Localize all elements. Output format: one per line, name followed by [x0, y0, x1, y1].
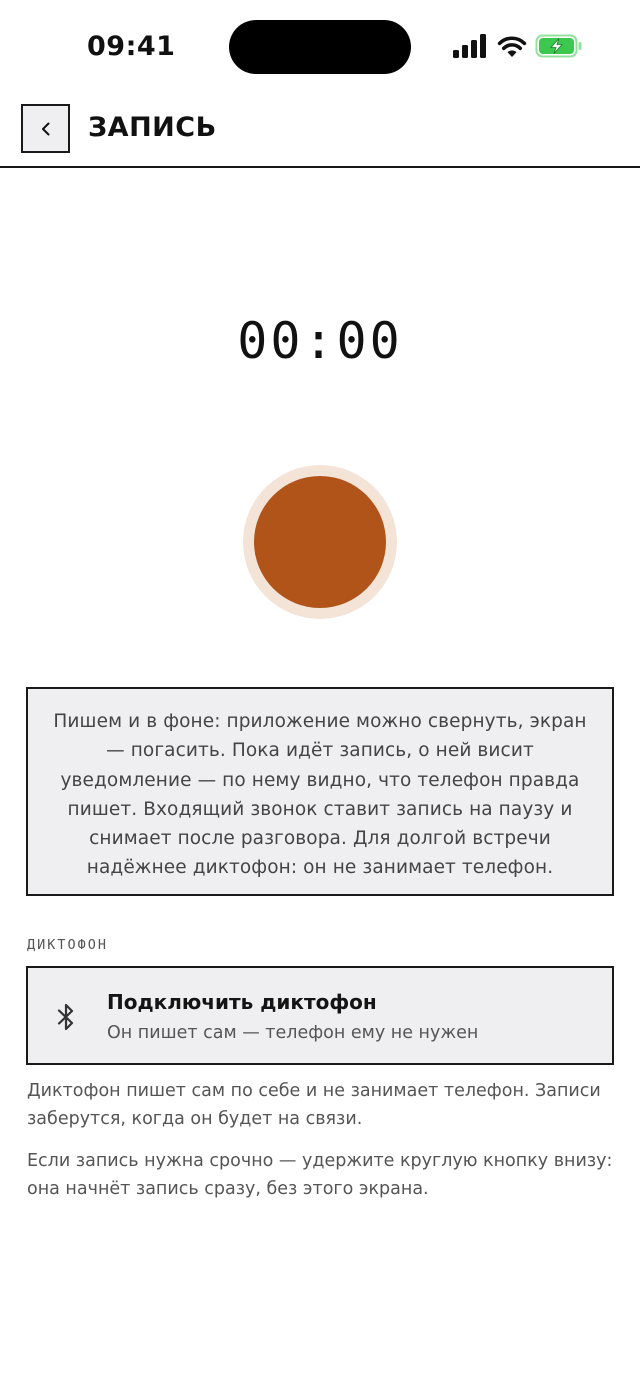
app-header — [0, 94, 640, 168]
recording-timer: 00:00 — [237, 312, 403, 370]
battery-charging-icon — [535, 34, 583, 58]
signal-icon — [452, 33, 488, 59]
status-bar — [0, 0, 640, 94]
record-dot — [254, 476, 386, 608]
back-button[interactable] — [21, 104, 70, 153]
section-label-dictaphone: ДИКТОФОН — [27, 937, 109, 953]
connect-dictaphone-button[interactable] — [26, 966, 614, 1065]
dynamic-island — [229, 20, 411, 74]
record-button[interactable] — [243, 465, 397, 619]
info-card — [26, 687, 614, 896]
bluetooth-icon — [55, 1002, 77, 1032]
connect-dictaphone-title: Подключить диктофон — [107, 990, 377, 1014]
dictaphone-note: Диктофон пишет сам по себе и не занимает телефон. Записи заберутся, когда он будет на связи. — [27, 1081, 601, 1129]
status-icons — [452, 33, 584, 61]
connect-dictaphone-subtitle: Он пишет сам — телефон ему не нужен — [107, 1023, 479, 1043]
wifi-icon — [497, 33, 527, 59]
chevron-left-icon — [40, 121, 52, 137]
status-time: 09:41 — [87, 31, 176, 62]
page-title: ЗАПИСЬ — [88, 112, 217, 143]
info-text: Пишем и в фоне: приложение можно свернуть, экран — погасить. Пока идёт запись, о ней висит уведомление — по нему видно, что телефон правда пишет. Входящий звонок ставит запись на паузу и снимает после разговора. Для долгой встречи надёжнее диктофон: он не занимает телефон. — [53, 711, 587, 879]
urgent-record-note: Если запись нужна срочно — удержите круглую кнопку внизу: она начнёт запись сразу, без этого экрана. — [27, 1151, 613, 1199]
